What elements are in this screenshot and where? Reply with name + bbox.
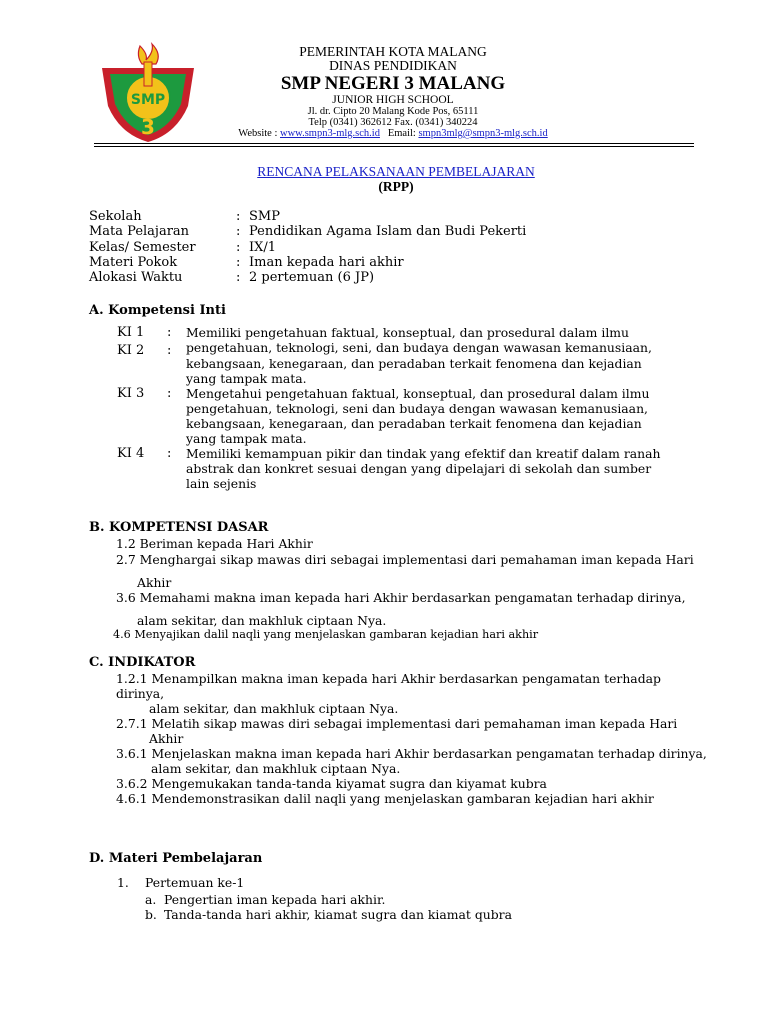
materi-sub: Tanda-tanda hari akhir, kiamat sugra dan kiamat qubra xyxy=(164,907,512,922)
identity-value: 2 pertemuan (6 JP) xyxy=(249,270,375,285)
letterhead-line2: DINAS PENDIDIKAN xyxy=(329,58,457,73)
indikator-2-7-1-cont: Akhir xyxy=(149,731,184,746)
logo-text: SMP xyxy=(130,92,166,108)
identity-value: Iman kepada hari akhir xyxy=(249,255,404,270)
indikator-3-6-2: 3.6.2 Mengemukakan tanda-tanda kiyamat sugra dan kiyamat kubra xyxy=(116,776,547,791)
ki3-line: kebangsaan, kenegaraan, dan peradaban terkait fenomena dan kejadian xyxy=(186,416,642,431)
section-d-heading: D. Materi Pembelajaran xyxy=(89,851,263,866)
ki3-colon: : xyxy=(167,386,172,401)
ki1-colon: : xyxy=(167,325,172,340)
indikator-1-2-1-cont: alam sekitar, dan makhluk ciptaan Nya. xyxy=(149,701,399,716)
identity-row xyxy=(89,224,189,239)
indikator-3-6-1: 3.6.1 Menjelaskan makna iman kepada hari Akhir berdasarkan pengamatan terhadap dirinya, xyxy=(116,746,707,761)
indikator-1-2-1-cont: dirinya, xyxy=(116,686,165,701)
materi-item-num: 1. xyxy=(117,875,129,890)
kd-2-7-cont: Akhir xyxy=(137,575,172,590)
letterhead-divider xyxy=(94,143,694,144)
logo-number: 3 xyxy=(141,115,155,139)
ki12-line: yang tampak mata. xyxy=(186,371,307,386)
ki12-line: Memiliki pengetahuan faktual, konseptual, dan prosedural dalam ilmu xyxy=(186,325,630,340)
kd-4-6: 4.6 Menyajikan dalil naqli yang menjelaskan gambaran kejadian hari akhir xyxy=(113,628,539,641)
section-c-heading: C. INDIKATOR xyxy=(89,655,196,670)
ki4-colon: : xyxy=(167,446,172,461)
website-label: Website : xyxy=(238,128,280,139)
ki4-line: lain sejenis xyxy=(186,476,257,491)
ki4-line: abstrak dan konkret sesuai dengan yang dipelajari di sekolah dan sumber xyxy=(186,461,652,476)
identity-colon: : xyxy=(236,255,241,270)
email-link[interactable]: smpn3mlg@smpn3-mlg.sch.id xyxy=(418,128,548,139)
indikator-2-7-1: 2.7.1 Melatih sikap mawas diri sebagai implementasi dari pemahaman iman kepada Hari xyxy=(116,716,678,731)
ki2-colon: : xyxy=(167,343,172,358)
indikator-1-2-1: 1.2.1 Menampilkan makna iman kepada hari Akhir berdasarkan pengamatan terhadap xyxy=(116,671,661,686)
ki1-label: KI 1 xyxy=(117,325,145,340)
website-link[interactable]: www.smpn3-mlg.sch.id xyxy=(280,128,380,139)
identity-value: IX/1 xyxy=(249,240,277,255)
identity-label: Mata Pelajaran xyxy=(89,224,190,239)
indikator-4-6-1: 4.6.1 Mendemonstrasikan dalil naqli yang menjelaskan gambaran kejadian hari akhir xyxy=(116,791,654,806)
ki4-line: Memiliki kemampuan pikir dan tindak yang efektif dan kreatif dalam ranah xyxy=(186,446,661,461)
ki2-label: KI 2 xyxy=(117,343,145,358)
school-phone: Telp (0341) 362612 Fax. (0341) 340224 xyxy=(308,117,478,128)
ki12-line: pengetahuan, teknologi, seni, dan budaya dengan wawasan kemanusiaan, xyxy=(186,340,652,355)
materi-sub: Pengertian iman kepada hari akhir. xyxy=(164,892,386,907)
letterhead-line1: PEMERINTAH KOTA MALANG xyxy=(299,44,487,59)
ki12-line: kebangsaan, kenegaraan, dan peradaban terkait fenomena dan kejadian xyxy=(186,356,642,371)
school-contact xyxy=(200,128,586,139)
ki4-label: KI 4 xyxy=(117,446,145,461)
kd-3-6-cont: alam sekitar, dan makhluk ciptaan Nya. xyxy=(137,613,387,628)
letterhead-divider-thin xyxy=(94,146,694,147)
ki3-line: yang tampak mata. xyxy=(186,431,307,446)
identity-colon: : xyxy=(236,224,241,239)
ki3-line: Mengetahui pengetahuan faktual, konseptual, dan prosedural dalam ilmu xyxy=(186,386,650,401)
ki3-label: KI 3 xyxy=(117,386,145,401)
identity-value: Pendidikan Agama Islam dan Budi Pekerti xyxy=(249,224,527,239)
identity-label: Sekolah xyxy=(89,209,142,224)
section-a-heading: A. Kompetensi Inti xyxy=(89,303,226,318)
document-subtitle: (RPP) xyxy=(378,179,414,194)
school-name: SMP NEGERI 3 MALANG xyxy=(280,73,506,94)
identity-colon: : xyxy=(236,209,241,224)
indikator-3-6-1-cont: alam sekitar, dan makhluk ciptaan Nya. xyxy=(151,761,401,776)
email-label: Email: xyxy=(387,128,419,139)
identity-label: Kelas/ Semester xyxy=(89,240,196,255)
identity-row xyxy=(89,240,196,255)
identity-row xyxy=(89,255,177,270)
school-address: Jl. dr. Cipto 20 Malang Kode Pos, 65111 xyxy=(307,106,479,117)
section-b-heading: B. KOMPETENSI DASAR xyxy=(89,520,269,535)
materi-sub-num: a. xyxy=(145,892,157,907)
materi-sub-num: b. xyxy=(145,907,157,922)
school-subtitle: JUNIOR HIGH SCHOOL xyxy=(332,94,454,106)
materi-item: Pertemuan ke-1 xyxy=(145,875,245,890)
identity-label: Materi Pokok xyxy=(89,255,178,270)
identity-label: Alokasi Waktu xyxy=(89,270,183,285)
identity-value: SMP xyxy=(249,209,280,224)
identity-row xyxy=(89,270,182,285)
identity-colon: : xyxy=(236,270,241,285)
kd-3-6: 3.6 Memahami makna iman kepada hari Akhir berdasarkan pengamatan terhadap dirinya, xyxy=(116,590,686,605)
identity-row xyxy=(89,209,142,224)
document-title: RENCANA PELAKSANAAN PEMBELAJARAN xyxy=(257,164,535,179)
ki3-line: pengetahuan, teknologi, seni dan budaya dengan wawasan kemanusiaan, xyxy=(186,401,648,416)
school-logo xyxy=(96,42,200,146)
kd-1-2: 1.2 Beriman kepada Hari Akhir xyxy=(116,536,313,551)
identity-colon: : xyxy=(236,240,241,255)
kd-2-7: 2.7 Menghargai sikap mawas diri sebagai implementasi dari pemahaman iman kepada Hari xyxy=(116,552,694,567)
